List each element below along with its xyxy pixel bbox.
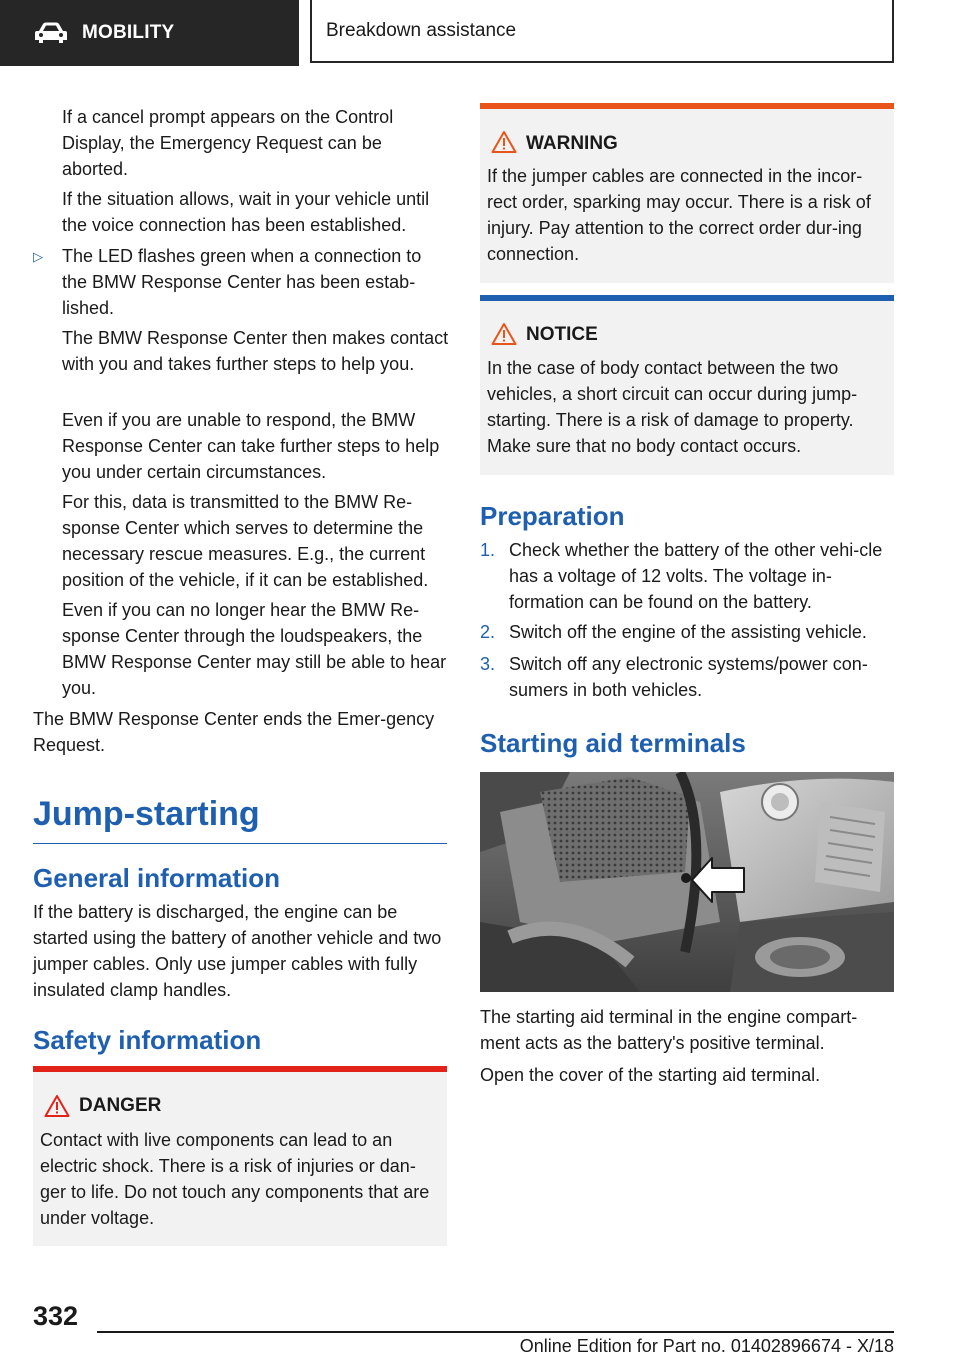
photo-caption: The starting aid terminal in the engine compart‐ment acts as the battery's positive terminal.: [480, 1007, 858, 1053]
footer-rule: [97, 1331, 894, 1333]
warning-text: If the jumper cables are connected in the incor‐rect order, sparking may occur. There is a risk of injury. Pay attention to the correct order dur‐ing connection.: [487, 166, 871, 264]
paragraph: If the situation allows, wait in your vehicle until the voice connection has been established.: [62, 189, 430, 235]
engine-compartment-photo: [480, 772, 894, 992]
danger-box: [33, 1066, 447, 1246]
paragraph: The LED flashes green when a connection to the BMW Response Center has been estab‐lished.: [62, 246, 422, 318]
warning-triangle-icon: [491, 322, 517, 346]
step-number: 1.: [480, 540, 496, 560]
warning-triangle-icon: [491, 130, 517, 154]
chapter-tab: [310, 0, 894, 63]
car-icon: [34, 21, 68, 45]
chapter-label: Breakdown assistance: [326, 19, 517, 41]
footer-edition: Online Edition for Part no. 01402896674 - X/18: [519, 1336, 894, 1356]
step-text: Switch off any electronic systems/power con‐sumers in both vehicles.: [509, 654, 868, 700]
notice-text: In the case of body contact between the two vehicles, a short circuit can occur during jump-starting. There is a risk of damage to property. Make sure that no body contact occurs.: [487, 358, 858, 456]
danger-title: DANGER: [79, 1095, 162, 1116]
paragraph: The BMW Response Center ends the Emer‐gency Request.: [33, 709, 435, 755]
page-header: [0, 0, 960, 66]
section-label: MOBILITY: [82, 22, 175, 43]
warning-box: [480, 103, 894, 283]
danger-text: Contact with live components can lead to an electric shock. There is a risk of injuries or dan‐ger to life. Do not touch any components that are under voltage.: [40, 1130, 430, 1228]
bullet-icon: ▷: [33, 249, 43, 264]
step-text: Check whether the battery of the other vehi‐cle has a voltage of 12 volts. The voltage in‐formation can be found on the battery.: [509, 540, 883, 612]
paragraph: Even if you are unable to respond, the BMW Response Center can take further steps to help you under certain circumstances.: [62, 410, 440, 482]
section-tab-mobility: [0, 0, 299, 66]
paragraph: If a cancel prompt appears on the Control Display, the Emergency Request can be aborted.: [62, 107, 394, 179]
paragraph: If the battery is discharged, the engine can be started using the battery of another vehicle and two jumper cables. Only use jumper cables with fully insulated clamp handles.: [33, 902, 442, 1000]
step-text: Switch off the engine of the assisting vehicle.: [509, 622, 867, 642]
paragraph: Even if you can no longer hear the BMW Re‐sponse Center through the loudspeakers, the BMW Response Center may still be able to hear you.: [62, 600, 447, 698]
notice-title: NOTICE: [526, 324, 598, 345]
danger-bar: [33, 1066, 447, 1072]
paragraph: Open the cover of the starting aid terminal.: [480, 1065, 821, 1085]
heading-starting-aid-terminals: Starting aid terminals: [480, 728, 746, 758]
paragraph: For this, data is transmitted to the BMW Re‐sponse Center which serves to determine the necessary rescue measures. E.g., the current position of the vehicle, if it can be established.: [62, 492, 429, 590]
notice-box: [480, 295, 894, 475]
step-number: 2.: [480, 622, 496, 642]
engine-illustration: [480, 772, 894, 992]
page-number: 332: [33, 1301, 79, 1331]
warning-title: WARNING: [526, 133, 618, 154]
warning-triangle-icon: [44, 1094, 70, 1118]
heading-safety-information: Safety information: [33, 1025, 262, 1055]
paragraph: The BMW Response Center then makes contact with you and takes further steps to help you.: [62, 328, 449, 374]
warning-bar: [480, 103, 894, 109]
step-number: 3.: [480, 654, 496, 674]
heading-general-information: General information: [33, 863, 281, 893]
notice-bar: [480, 295, 894, 301]
heading-jump-starting: Jump-starting: [33, 792, 447, 844]
heading-preparation: Preparation: [480, 501, 625, 531]
